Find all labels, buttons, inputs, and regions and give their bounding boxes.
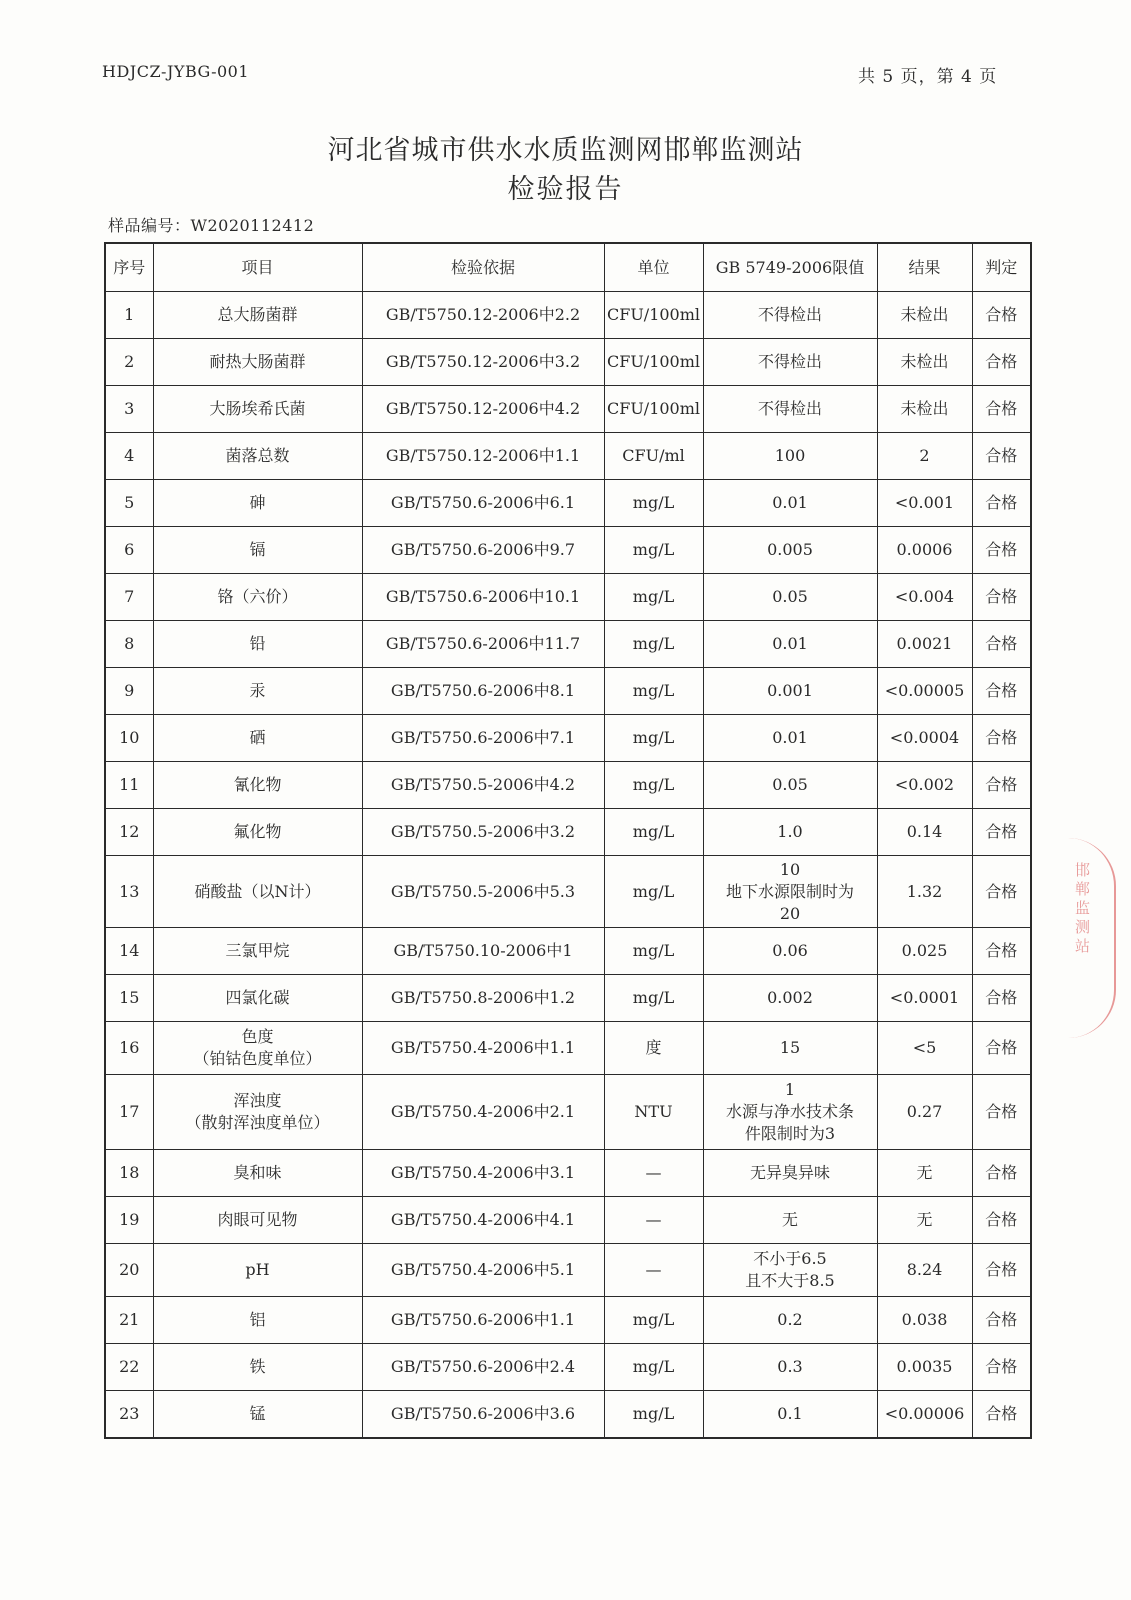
cell-result: 0.0021 bbox=[877, 621, 972, 668]
cell-judge: 合格 bbox=[972, 715, 1031, 762]
cell-item: pH bbox=[153, 1244, 362, 1297]
cell-limit: 0.001 bbox=[703, 668, 877, 715]
cell-limit: 无 bbox=[703, 1197, 877, 1244]
table-row bbox=[105, 433, 1031, 480]
header-method: 检验依据 bbox=[362, 243, 604, 292]
cell-item: 镉 bbox=[153, 527, 362, 574]
cell-limit: 无异臭异味 bbox=[703, 1150, 877, 1197]
cell-limit-line: 20 bbox=[779, 903, 801, 923]
cell-unit: mg/L bbox=[604, 809, 703, 856]
cell-no: 20 bbox=[105, 1244, 153, 1297]
cell-result: <0.0001 bbox=[877, 975, 972, 1022]
cell-method: GB/T5750.10-2006中1 bbox=[362, 928, 604, 975]
cell-unit: mg/L bbox=[604, 1391, 703, 1439]
cell-method: GB/T5750.6-2006中3.6 bbox=[362, 1391, 604, 1439]
table-row bbox=[105, 975, 1031, 1022]
table-row bbox=[105, 928, 1031, 975]
cell-judge: 合格 bbox=[972, 762, 1031, 809]
cell-unit: mg/L bbox=[604, 1297, 703, 1344]
header-limit: GB 5749-2006限值 bbox=[703, 243, 877, 292]
cell-limit-line: 水源与净水技术条 bbox=[725, 1102, 854, 1121]
cell-judge: 合格 bbox=[972, 668, 1031, 715]
header-judge: 判定 bbox=[972, 243, 1031, 292]
cell-result: 未检出 bbox=[877, 292, 972, 339]
cell-unit: mg/L bbox=[604, 856, 703, 928]
cell-no: 4 bbox=[105, 433, 153, 480]
cell-limit: 0.3 bbox=[703, 1344, 877, 1391]
header-unit: 单位 bbox=[604, 243, 703, 292]
cell-judge: 合格 bbox=[972, 386, 1031, 433]
cell-limit-line: 1 bbox=[784, 1080, 796, 1099]
cell-limit bbox=[703, 856, 877, 928]
cell-judge: 合格 bbox=[972, 1297, 1031, 1344]
cell-limit: 0.2 bbox=[703, 1297, 877, 1344]
cell-unit: — bbox=[604, 1150, 703, 1197]
cell-item: 臭和味 bbox=[153, 1150, 362, 1197]
cell-limit bbox=[703, 1244, 877, 1297]
cell-item: 硒 bbox=[153, 715, 362, 762]
table-row bbox=[105, 1344, 1031, 1391]
cell-judge: 合格 bbox=[972, 1391, 1031, 1439]
cell-item: 大肠埃希氏菌 bbox=[153, 386, 362, 433]
cell-judge: 合格 bbox=[972, 975, 1031, 1022]
cell-limit: 0.002 bbox=[703, 975, 877, 1022]
table-header-row bbox=[105, 243, 1031, 292]
cell-unit: mg/L bbox=[604, 621, 703, 668]
cell-no: 16 bbox=[105, 1022, 153, 1075]
cell-unit: mg/L bbox=[604, 1344, 703, 1391]
cell-result: <0.00006 bbox=[877, 1391, 972, 1439]
inspection-table bbox=[104, 242, 1032, 1439]
cell-item-line: 浑浊度 bbox=[233, 1091, 282, 1110]
cell-judge: 合格 bbox=[972, 928, 1031, 975]
cell-no: 11 bbox=[105, 762, 153, 809]
cell-result: 未检出 bbox=[877, 339, 972, 386]
document-code: HDJCZ-JYBG-001 bbox=[102, 62, 250, 81]
cell-method: GB/T5750.4-2006中2.1 bbox=[362, 1075, 604, 1150]
cell-judge: 合格 bbox=[972, 433, 1031, 480]
cell-judge: 合格 bbox=[972, 1197, 1031, 1244]
cell-no: 14 bbox=[105, 928, 153, 975]
cell-method: GB/T5750.4-2006中5.1 bbox=[362, 1244, 604, 1297]
cell-result: 无 bbox=[877, 1197, 972, 1244]
cell-result: 0.0006 bbox=[877, 527, 972, 574]
cell-item: 氟化物 bbox=[153, 809, 362, 856]
table-row bbox=[105, 762, 1031, 809]
header-item: 项目 bbox=[153, 243, 362, 292]
cell-result: 0.025 bbox=[877, 928, 972, 975]
cell-method: GB/T5750.4-2006中1.1 bbox=[362, 1022, 604, 1075]
cell-limit-line: 不小于6.5 bbox=[753, 1249, 827, 1268]
cell-no: 15 bbox=[105, 975, 153, 1022]
table-body bbox=[105, 292, 1031, 1439]
table-row bbox=[105, 480, 1031, 527]
cell-result: 0.27 bbox=[877, 1075, 972, 1150]
sample-number-value: W2020112412 bbox=[190, 216, 315, 235]
cell-unit: CFU/100ml bbox=[604, 386, 703, 433]
cell-result: 0.14 bbox=[877, 809, 972, 856]
cell-method: GB/T5750.6-2006中11.7 bbox=[362, 621, 604, 668]
cell-judge: 合格 bbox=[972, 1022, 1031, 1075]
cell-limit-line: 地下水源限制时为 bbox=[725, 881, 854, 901]
table-row bbox=[105, 856, 1031, 928]
cell-limit: 100 bbox=[703, 433, 877, 480]
cell-method: GB/T5750.6-2006中7.1 bbox=[362, 715, 604, 762]
cell-judge: 合格 bbox=[972, 480, 1031, 527]
cell-method: GB/T5750.12-2006中1.1 bbox=[362, 433, 604, 480]
cell-unit: CFU/100ml bbox=[604, 339, 703, 386]
cell-judge: 合格 bbox=[972, 621, 1031, 668]
cell-item: 菌落总数 bbox=[153, 433, 362, 480]
cell-no: 17 bbox=[105, 1075, 153, 1150]
cell-limit: 0.05 bbox=[703, 574, 877, 621]
cell-method: GB/T5750.6-2006中1.1 bbox=[362, 1297, 604, 1344]
table-row bbox=[105, 1244, 1031, 1297]
table-row bbox=[105, 1197, 1031, 1244]
table-row bbox=[105, 1150, 1031, 1197]
table-row bbox=[105, 715, 1031, 762]
cell-no: 5 bbox=[105, 480, 153, 527]
cell-item bbox=[153, 1022, 362, 1075]
cell-unit: mg/L bbox=[604, 762, 703, 809]
cell-method: GB/T5750.6-2006中9.7 bbox=[362, 527, 604, 574]
cell-limit-line: 且不大于8.5 bbox=[745, 1271, 835, 1290]
cell-unit: NTU bbox=[604, 1075, 703, 1150]
cell-method: GB/T5750.12-2006中3.2 bbox=[362, 339, 604, 386]
cell-method: GB/T5750.5-2006中3.2 bbox=[362, 809, 604, 856]
cell-item: 总大肠菌群 bbox=[153, 292, 362, 339]
cell-no: 19 bbox=[105, 1197, 153, 1244]
cell-item bbox=[153, 1075, 362, 1150]
sample-number-label: 样品编号： bbox=[108, 216, 191, 235]
cell-limit-line: 件限制时为3 bbox=[744, 1124, 836, 1143]
cell-item: 砷 bbox=[153, 480, 362, 527]
cell-method: GB/T5750.5-2006中5.3 bbox=[362, 856, 604, 928]
cell-item: 四氯化碳 bbox=[153, 975, 362, 1022]
cell-judge: 合格 bbox=[972, 856, 1031, 928]
cell-no: 13 bbox=[105, 856, 153, 928]
table-row bbox=[105, 1391, 1031, 1439]
table-row bbox=[105, 1075, 1031, 1150]
cell-limit-line: 10 bbox=[779, 859, 801, 879]
cell-limit: 0.06 bbox=[703, 928, 877, 975]
cell-item: 铅 bbox=[153, 621, 362, 668]
table-row bbox=[105, 292, 1031, 339]
report-title-org: 河北省城市供水水质监测网邯郸监测站 bbox=[327, 135, 804, 166]
cell-no: 7 bbox=[105, 574, 153, 621]
cell-method: GB/T5750.6-2006中10.1 bbox=[362, 574, 604, 621]
cell-no: 23 bbox=[105, 1391, 153, 1439]
cell-judge: 合格 bbox=[972, 527, 1031, 574]
cell-result: <0.004 bbox=[877, 574, 972, 621]
cell-method: GB/T5750.12-2006中2.2 bbox=[362, 292, 604, 339]
cell-judge: 合格 bbox=[972, 1344, 1031, 1391]
cell-no: 1 bbox=[105, 292, 153, 339]
cell-no: 21 bbox=[105, 1297, 153, 1344]
cell-unit: mg/L bbox=[604, 480, 703, 527]
cell-limit: 0.01 bbox=[703, 480, 877, 527]
cell-judge: 合格 bbox=[972, 339, 1031, 386]
cell-result: 1.32 bbox=[877, 856, 972, 928]
cell-unit: mg/L bbox=[604, 527, 703, 574]
cell-no: 2 bbox=[105, 339, 153, 386]
cell-method: GB/T5750.12-2006中4.2 bbox=[362, 386, 604, 433]
cell-unit: mg/L bbox=[604, 574, 703, 621]
table-row bbox=[105, 386, 1031, 433]
header-no: 序号 bbox=[105, 243, 153, 292]
cell-judge: 合格 bbox=[972, 292, 1031, 339]
cell-limit: 0.01 bbox=[703, 621, 877, 668]
cell-unit: 度 bbox=[604, 1022, 703, 1075]
cell-method: GB/T5750.4-2006中3.1 bbox=[362, 1150, 604, 1197]
cell-no: 9 bbox=[105, 668, 153, 715]
cell-item: 铁 bbox=[153, 1344, 362, 1391]
cell-item: 铝 bbox=[153, 1297, 362, 1344]
cell-no: 18 bbox=[105, 1150, 153, 1197]
cell-result: 8.24 bbox=[877, 1244, 972, 1297]
cell-limit: 0.01 bbox=[703, 715, 877, 762]
cell-limit: 不得检出 bbox=[703, 292, 877, 339]
cell-result: 未检出 bbox=[877, 386, 972, 433]
header-result: 结果 bbox=[877, 243, 972, 292]
cell-unit: mg/L bbox=[604, 715, 703, 762]
cell-result: 0.0035 bbox=[877, 1344, 972, 1391]
cell-method: GB/T5750.4-2006中4.1 bbox=[362, 1197, 604, 1244]
cell-unit: — bbox=[604, 1197, 703, 1244]
cell-method: GB/T5750.6-2006中2.4 bbox=[362, 1344, 604, 1391]
cell-limit: 0.005 bbox=[703, 527, 877, 574]
cell-limit: 不得检出 bbox=[703, 339, 877, 386]
cell-result: <0.00005 bbox=[877, 668, 972, 715]
cell-unit: CFU/ml bbox=[604, 433, 703, 480]
sample-number bbox=[108, 213, 314, 236]
cell-no: 22 bbox=[105, 1344, 153, 1391]
cell-no: 3 bbox=[105, 386, 153, 433]
cell-item: 硝酸盐（以N计） bbox=[153, 856, 362, 928]
cell-result: <0.001 bbox=[877, 480, 972, 527]
table-row bbox=[105, 527, 1031, 574]
cell-limit: 1.0 bbox=[703, 809, 877, 856]
cell-item-line: （散射浑浊度单位） bbox=[185, 1113, 330, 1132]
cell-unit: — bbox=[604, 1244, 703, 1297]
cell-judge: 合格 bbox=[972, 1244, 1031, 1297]
cell-judge: 合格 bbox=[972, 574, 1031, 621]
cell-item: 肉眼可见物 bbox=[153, 1197, 362, 1244]
cell-item-line: （铂钴色度单位） bbox=[193, 1049, 322, 1068]
cell-method: GB/T5750.6-2006中6.1 bbox=[362, 480, 604, 527]
cell-judge: 合格 bbox=[972, 1075, 1031, 1150]
table-row bbox=[105, 621, 1031, 668]
cell-unit: mg/L bbox=[604, 928, 703, 975]
table-row bbox=[105, 809, 1031, 856]
cell-item: 铬（六价） bbox=[153, 574, 362, 621]
cell-no: 8 bbox=[105, 621, 153, 668]
page-number: 共 5 页，第 4 页 bbox=[858, 67, 998, 87]
table-row bbox=[105, 1022, 1031, 1075]
cell-item: 三氯甲烷 bbox=[153, 928, 362, 975]
cell-item: 耐热大肠菌群 bbox=[153, 339, 362, 386]
cell-result: 2 bbox=[877, 433, 972, 480]
table-row bbox=[105, 574, 1031, 621]
cell-limit: 15 bbox=[703, 1022, 877, 1075]
cell-limit: 0.05 bbox=[703, 762, 877, 809]
table-row bbox=[105, 339, 1031, 386]
cell-unit: mg/L bbox=[604, 975, 703, 1022]
cell-limit: 不得检出 bbox=[703, 386, 877, 433]
cell-no: 10 bbox=[105, 715, 153, 762]
cell-result: 0.038 bbox=[877, 1297, 972, 1344]
cell-judge: 合格 bbox=[972, 809, 1031, 856]
cell-method: GB/T5750.8-2006中1.2 bbox=[362, 975, 604, 1022]
cell-item: 汞 bbox=[153, 668, 362, 715]
seal-text: 邯郸监测站 bbox=[1073, 862, 1091, 957]
cell-limit bbox=[703, 1075, 877, 1150]
cell-item: 氰化物 bbox=[153, 762, 362, 809]
cell-unit: CFU/100ml bbox=[604, 292, 703, 339]
cell-item-line: 色度 bbox=[241, 1027, 274, 1046]
cell-result: <0.002 bbox=[877, 762, 972, 809]
cell-item: 锰 bbox=[153, 1391, 362, 1439]
table-row bbox=[105, 668, 1031, 715]
cell-no: 6 bbox=[105, 527, 153, 574]
cell-unit: mg/L bbox=[604, 668, 703, 715]
cell-no: 12 bbox=[105, 809, 153, 856]
cell-limit: 0.1 bbox=[703, 1391, 877, 1439]
cell-result: <0.0004 bbox=[877, 715, 972, 762]
cell-result: <5 bbox=[877, 1022, 972, 1075]
report-title: 检验报告 bbox=[507, 174, 624, 205]
cell-method: GB/T5750.5-2006中4.2 bbox=[362, 762, 604, 809]
cell-judge: 合格 bbox=[972, 1150, 1031, 1197]
cell-method: GB/T5750.6-2006中8.1 bbox=[362, 668, 604, 715]
cell-result: 无 bbox=[877, 1150, 972, 1197]
table-row bbox=[105, 1297, 1031, 1344]
